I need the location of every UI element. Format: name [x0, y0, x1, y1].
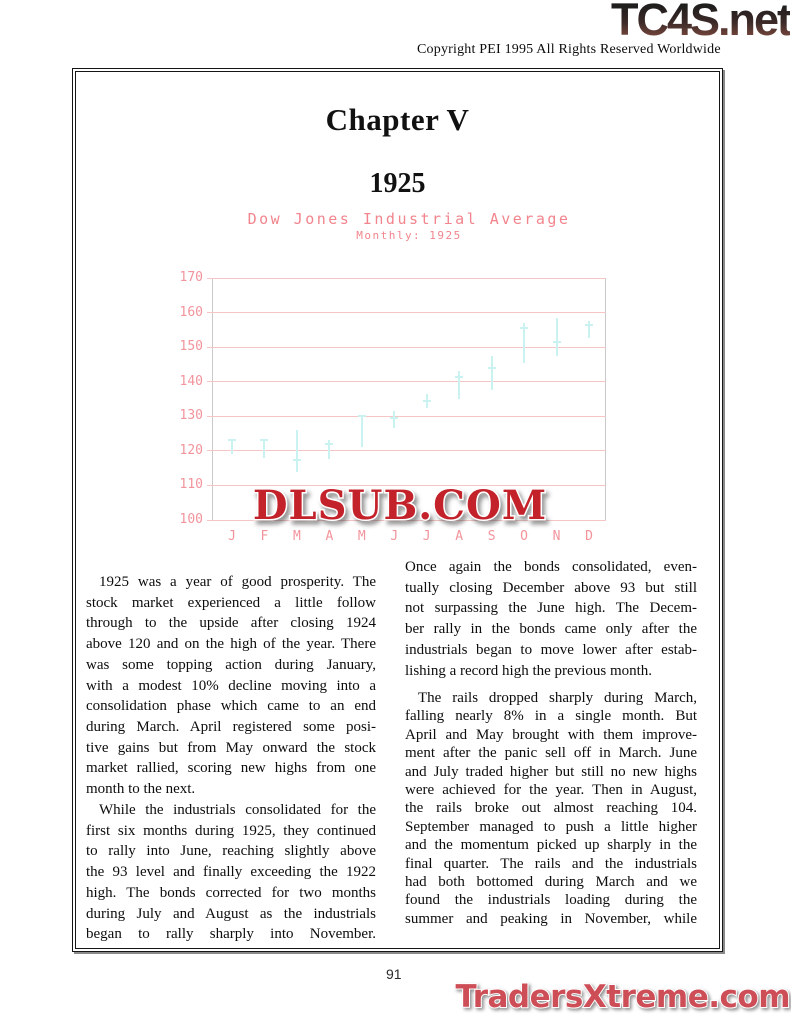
- close-tick: [455, 376, 463, 378]
- text-line: summer and peaking in November, while: [405, 910, 697, 927]
- x-axis-month-label: D: [585, 529, 593, 544]
- text-line: falling nearly 8% in a single month. But: [405, 708, 697, 725]
- text-line: were achieved for the year. Then in August,: [405, 782, 697, 799]
- text-line: The rails dropped sharply during March,: [418, 690, 697, 706]
- y-axis-tick-label: 150: [179, 339, 203, 355]
- text-line: the 93 level and finally exceeding the 1922: [86, 864, 376, 881]
- text-line: to rally into June, reaching slightly above: [86, 843, 376, 860]
- y-axis-tick-label: 170: [179, 270, 203, 286]
- x-axis-month-label: F: [260, 529, 269, 544]
- text-line: first six months during 1925, they continued: [86, 822, 376, 839]
- text-line: market rallied, scoring new highs from one: [86, 760, 376, 777]
- y-axis-tick-label: 160: [179, 304, 203, 320]
- text-line: tually closing December above 93 but still: [405, 579, 697, 596]
- x-axis-month-label: A: [455, 529, 464, 544]
- y-axis-tick-label: 130: [179, 408, 203, 424]
- text-line: was some topping action during January,: [86, 656, 376, 673]
- text-line: lishing a record high the previous month.: [405, 662, 653, 679]
- y-axis-tick-label: 110: [179, 477, 203, 493]
- text-line: high. The bonds corrected for two months: [86, 884, 376, 901]
- text-line: final quarter. The rails and the industrials: [405, 855, 697, 872]
- close-tick: [423, 400, 431, 402]
- text-line: September managed to push a little higher: [405, 818, 697, 835]
- close-tick: [228, 439, 236, 441]
- gridline: [207, 347, 606, 348]
- gridline: [207, 312, 606, 313]
- text-line: not surpassing the June high. The Decem-: [405, 600, 697, 617]
- text-line: found the industrials loading during the: [405, 892, 697, 909]
- text-line: ber rally in the bonds came only after the: [405, 621, 697, 638]
- text-line: and the momentum picked up sharply in the: [405, 837, 697, 854]
- chapter-heading: Chapter V: [325, 102, 470, 137]
- x-axis-month-label: O: [520, 529, 528, 544]
- tradersxtreme-footer-logo: TradersXtreme.com: [455, 979, 790, 1015]
- year-heading: 1925: [369, 168, 426, 199]
- left-column-paragraph-1: [86, 572, 376, 800]
- chart-title: Dow Jones Industrial Average: [247, 210, 571, 228]
- chart-subtitle: Monthly: 1925: [356, 229, 462, 242]
- x-axis-month-label: J: [390, 529, 399, 544]
- close-tick: [390, 417, 398, 419]
- x-axis-month-label: J: [422, 529, 431, 544]
- close-tick: [260, 439, 268, 441]
- text-line: and July traded higher but still no new highs: [405, 763, 697, 780]
- text-line: tive gains but from May onward the stock: [86, 739, 376, 756]
- text-line: stock market experienced a little follow: [86, 594, 376, 611]
- text-line: during July and August as the industrials: [86, 905, 376, 922]
- x-axis-month-label: S: [487, 529, 496, 544]
- close-tick: [520, 327, 528, 329]
- x-axis-month-label: A: [325, 529, 334, 544]
- text-line: above 120 and on the high of the year. There: [86, 636, 376, 653]
- text-line: April and May brought with them improve-: [405, 726, 697, 743]
- text-line: during March. April registered some posi-: [86, 718, 376, 735]
- gridline: [207, 381, 606, 382]
- page-number: 91: [386, 966, 402, 982]
- close-tick: [293, 459, 301, 461]
- text-line: month to the next.: [86, 781, 196, 798]
- text-line: ment after the panic sell off in March. June: [405, 745, 697, 762]
- text-line: began to rally sharply into November.: [86, 926, 376, 943]
- text-line: 1925 was a year of good prosperity. The: [99, 574, 376, 590]
- dlsub-watermark: DLSUB.COM: [252, 482, 548, 529]
- price-range-bar: [361, 415, 363, 448]
- right-column-paragraph-1: [405, 557, 697, 681]
- gridline: [207, 416, 606, 417]
- text-line: industrials began to move lower after estab-: [405, 641, 697, 658]
- close-tick: [585, 324, 593, 326]
- price-range-bar: [263, 439, 265, 458]
- copyright-notice: Copyright PEI 1995 All Rights Reserved Worldwide: [417, 42, 721, 57]
- text-line: consolidation phase which came to an end: [86, 698, 376, 715]
- x-axis-month-label: N: [552, 529, 561, 544]
- tc4s-site-logo: TC4S.net: [611, 0, 790, 46]
- y-axis-tick-label: 120: [179, 443, 203, 459]
- close-tick: [488, 367, 496, 369]
- x-axis-month-label: M: [292, 529, 301, 544]
- close-tick: [553, 341, 561, 343]
- x-axis-month-label: M: [357, 529, 366, 544]
- y-axis-tick-label: 140: [179, 373, 203, 389]
- left-column-paragraph-2: [86, 800, 376, 945]
- gridline: [207, 450, 606, 451]
- price-range-bar: [556, 318, 558, 356]
- text-line: with a modest 10% decline moving into a: [86, 677, 376, 694]
- price-range-bar: [491, 356, 493, 391]
- text-line: Once again the bonds consolidated, even-: [405, 559, 697, 575]
- text-line: through to the upside after closing 1924: [86, 615, 376, 632]
- close-tick: [358, 415, 366, 417]
- right-column-paragraph-2: [405, 689, 697, 928]
- gridline: [207, 278, 606, 279]
- price-range-bar: [393, 411, 395, 428]
- text-line: While the industrials consolidated for the: [99, 802, 376, 818]
- y-axis-tick-label: 100: [179, 512, 203, 528]
- close-tick: [325, 443, 333, 445]
- x-axis-month-label: J: [228, 529, 236, 544]
- text-line: had both bottomed during March and we: [405, 874, 697, 891]
- price-range-bar: [296, 430, 298, 471]
- text-line: the rails broke out almost reaching 104.: [405, 800, 697, 817]
